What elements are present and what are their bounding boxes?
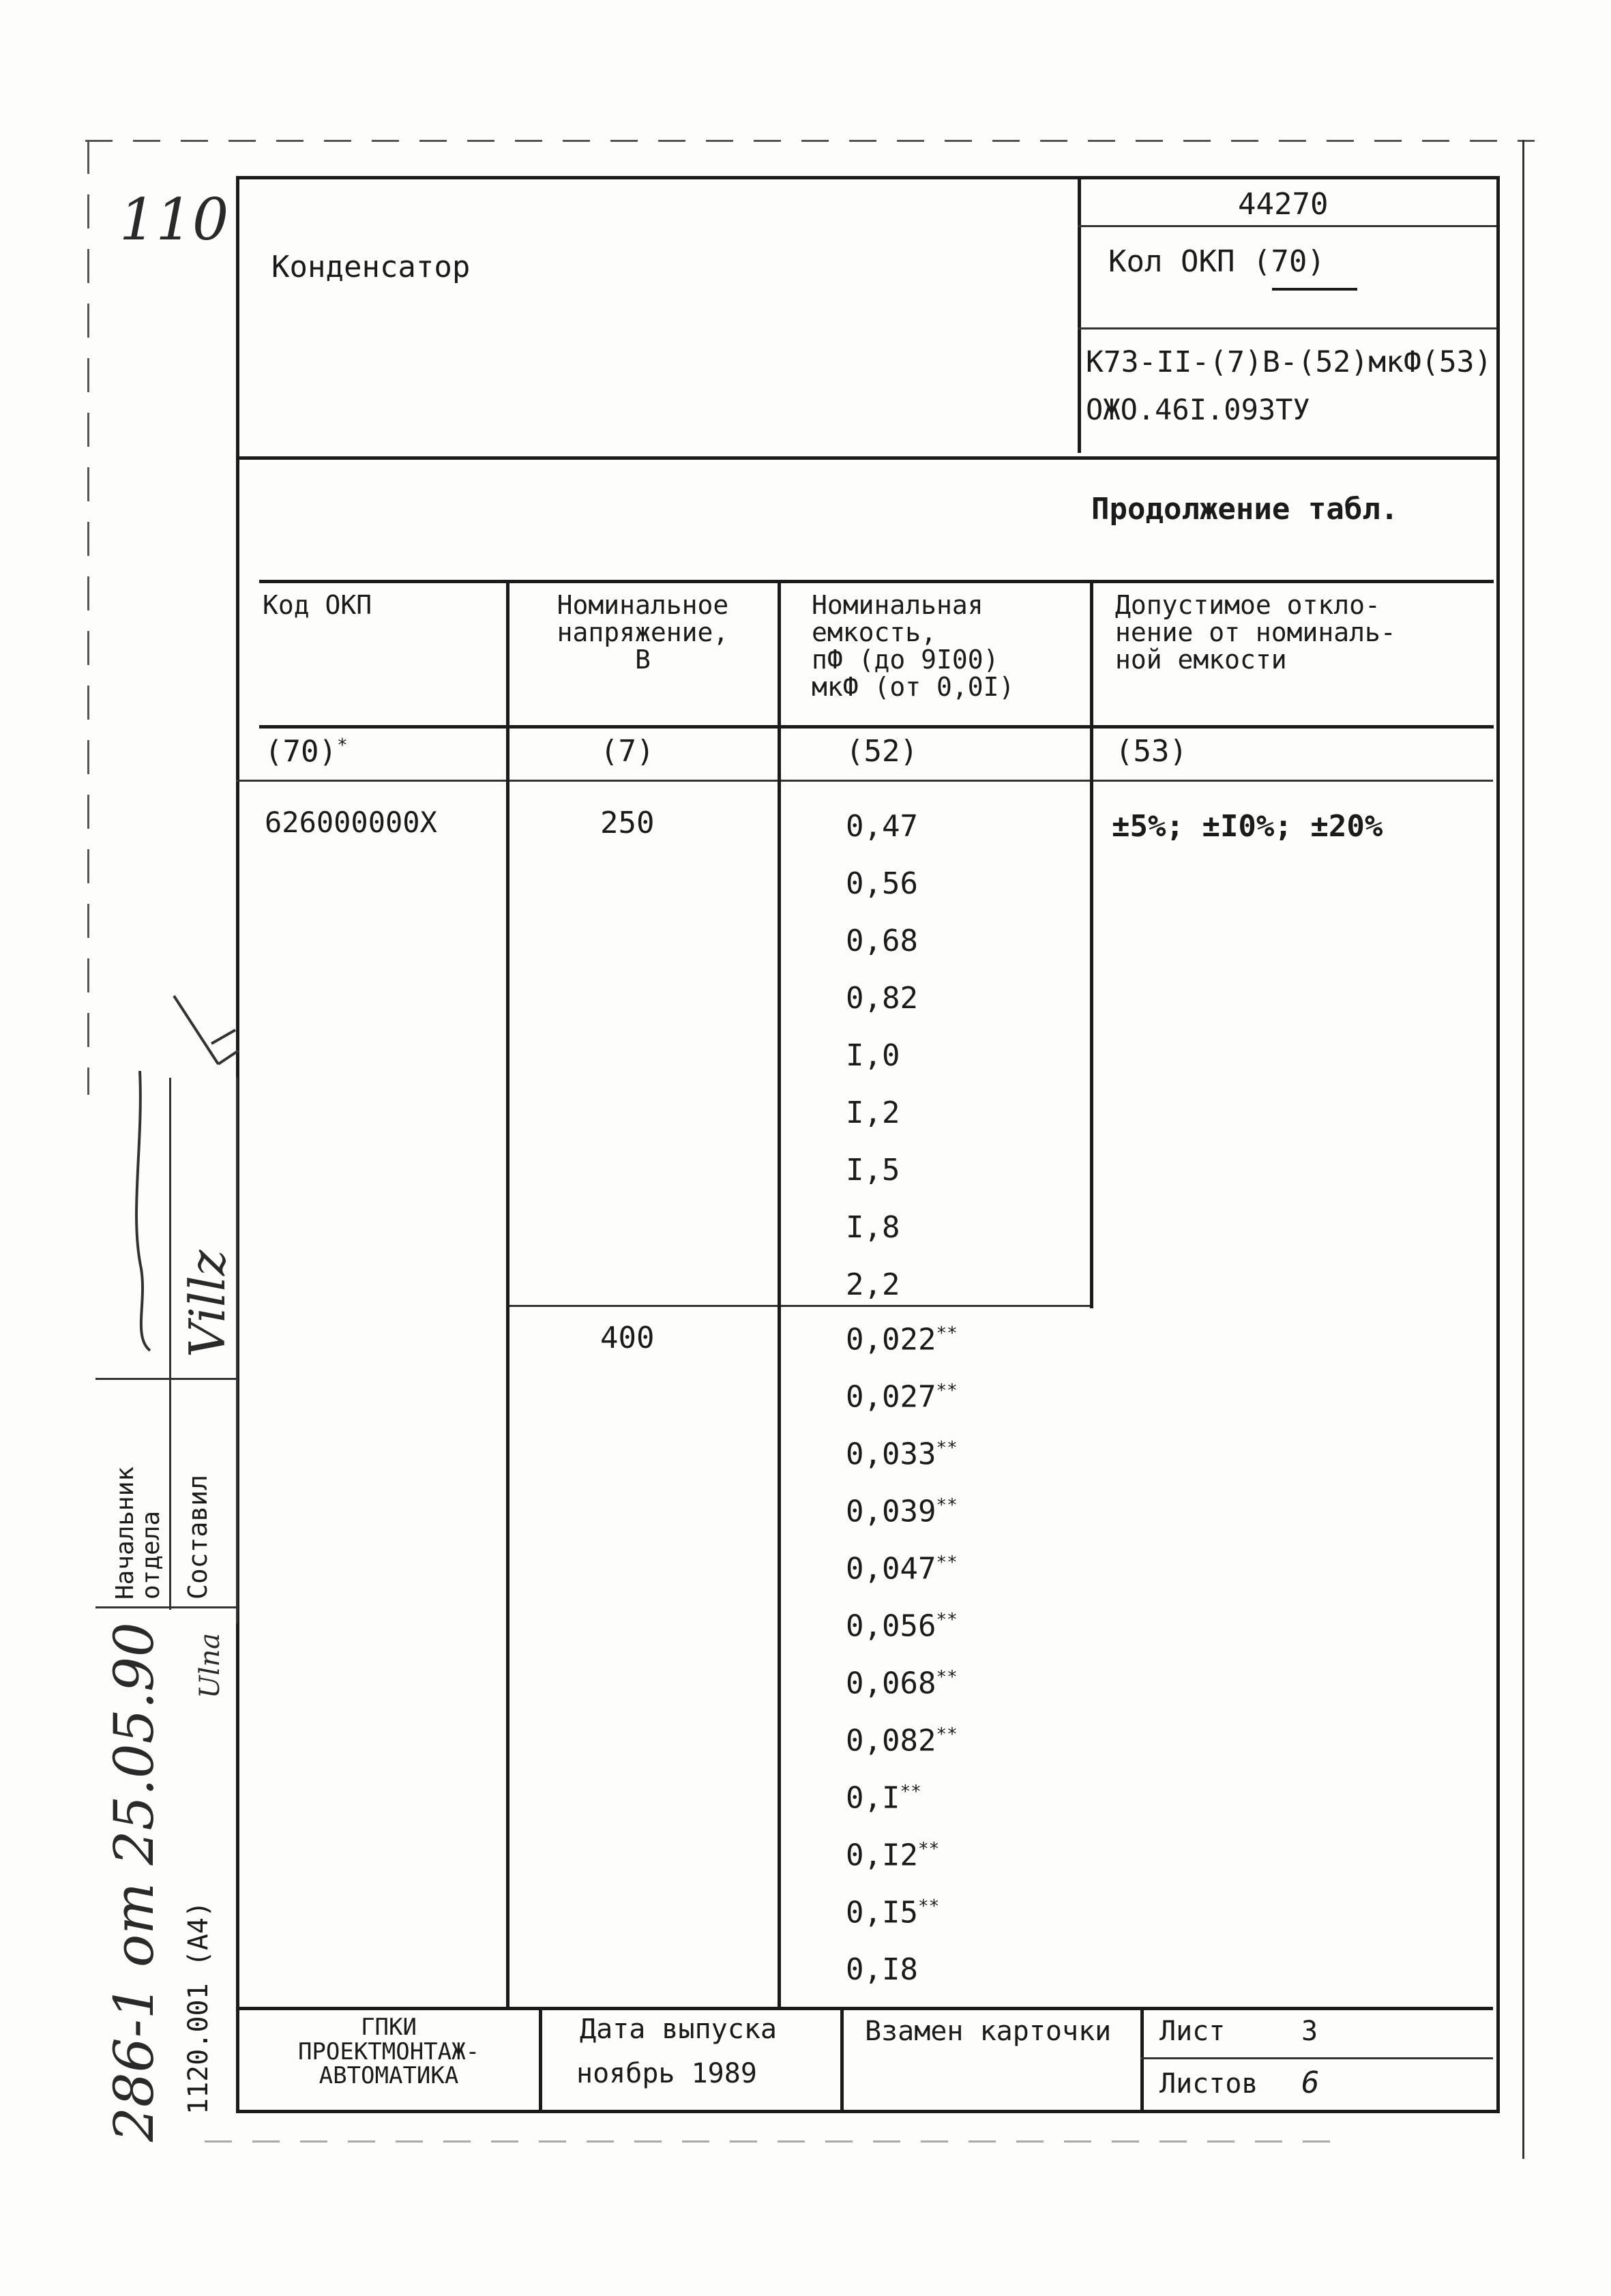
- capacitance-value: 0,47: [846, 809, 918, 844]
- code-footnote-mark: *: [336, 735, 348, 756]
- check-mark: [171, 989, 246, 1087]
- code-voltage: (7): [600, 734, 655, 769]
- capacitance-list-400: [846, 1322, 958, 2012]
- okp-value: 626000000X: [265, 806, 437, 839]
- capacitance-value: I,0: [846, 1038, 900, 1073]
- capacitance-value: 0,I**: [846, 1780, 921, 1816]
- capacitance-value: I,8: [846, 1210, 900, 1245]
- author-label: Составил: [183, 1474, 213, 1600]
- tolerance-value: ±5%; ±I0%; ±20%: [1112, 809, 1383, 844]
- issue-date-label: Дата выпуска: [580, 2014, 777, 2045]
- code-okp: (70)*: [265, 734, 348, 769]
- capacitance-value: 0,082**: [846, 1723, 958, 1758]
- designation: К73-II-(7)В-(52)мкФ(53): [1086, 345, 1492, 379]
- continuation-label: Продолжение табл.: [1091, 492, 1399, 527]
- capacitance-value: 0,I2**: [846, 1838, 940, 1873]
- organization: ГПКИ ПРОЕКТМОНТАЖ- АВТОМАТИКА: [297, 2014, 480, 2090]
- capacitance-value: 0,027**: [846, 1379, 958, 1415]
- voltage-250: 250: [600, 806, 655, 840]
- code-capacitance: (52): [846, 734, 918, 769]
- format-note: 1120.001 (А4): [183, 1900, 214, 2115]
- sheets-count: 6: [1301, 2065, 1320, 2100]
- head-of-dept-label: Начальник отдела: [111, 1466, 165, 1600]
- col-header-voltage: Номинальное напряжение, В: [557, 590, 729, 675]
- small-signature: Ulna: [194, 1632, 226, 1698]
- capacitance-list-250: [846, 809, 918, 1327]
- capacitance-value: 0,068**: [846, 1666, 958, 1701]
- sheet-label: Лист: [1159, 2016, 1226, 2047]
- product-code: 44270: [1238, 187, 1329, 222]
- spec-number: ОЖО.46I.093ТУ: [1086, 393, 1310, 426]
- capacitance-value: 0,039**: [846, 1494, 958, 1529]
- capacitance-value: I,5: [846, 1153, 900, 1188]
- capacitance-value: 0,82: [846, 981, 918, 1016]
- sheet-number: 3: [1301, 2016, 1318, 2047]
- capacitance-value: 0,56: [846, 866, 918, 901]
- capacitance-value: 0,047**: [846, 1551, 958, 1587]
- replace-card-label: Взамен карточки: [865, 2016, 1112, 2047]
- registration-number: 286-1 от 25.05.90: [102, 1622, 166, 2142]
- capacitance-value: 2,2: [846, 1267, 900, 1302]
- capacitance-value: 0,033**: [846, 1437, 958, 1472]
- col-header-okp: Код ОКП: [263, 590, 372, 620]
- issue-date: ноябрь 1989: [576, 2058, 757, 2089]
- okp-label: Кол ОКП (70): [1108, 244, 1325, 279]
- handwritten-page-number: 110: [119, 186, 229, 253]
- product-name: Конденсатор: [271, 250, 471, 284]
- voltage-400: 400: [600, 1321, 655, 1355]
- code-tolerance: (53): [1115, 734, 1187, 769]
- capacitance-value: 0,I8: [846, 1952, 918, 1987]
- capacitance-value: 0,056**: [846, 1608, 958, 1644]
- col-header-capacitance: Номинальная емкость, пФ (до 9I00) мкФ (от 0,0I): [812, 590, 1015, 702]
- capacitance-value: 0,68: [846, 924, 918, 958]
- col-header-tolerance: Допустимое откло- нение от номиналь- ной емкости: [1115, 590, 1396, 675]
- capacitance-value: 0,I5**: [846, 1895, 940, 1930]
- head-signature: [126, 1064, 153, 1357]
- sheets-label: Листов: [1159, 2068, 1258, 2100]
- capacitance-value: 0,022**: [846, 1322, 958, 1357]
- author-signature: Villz: [179, 1250, 236, 1357]
- capacitance-value: I,2: [846, 1095, 900, 1130]
